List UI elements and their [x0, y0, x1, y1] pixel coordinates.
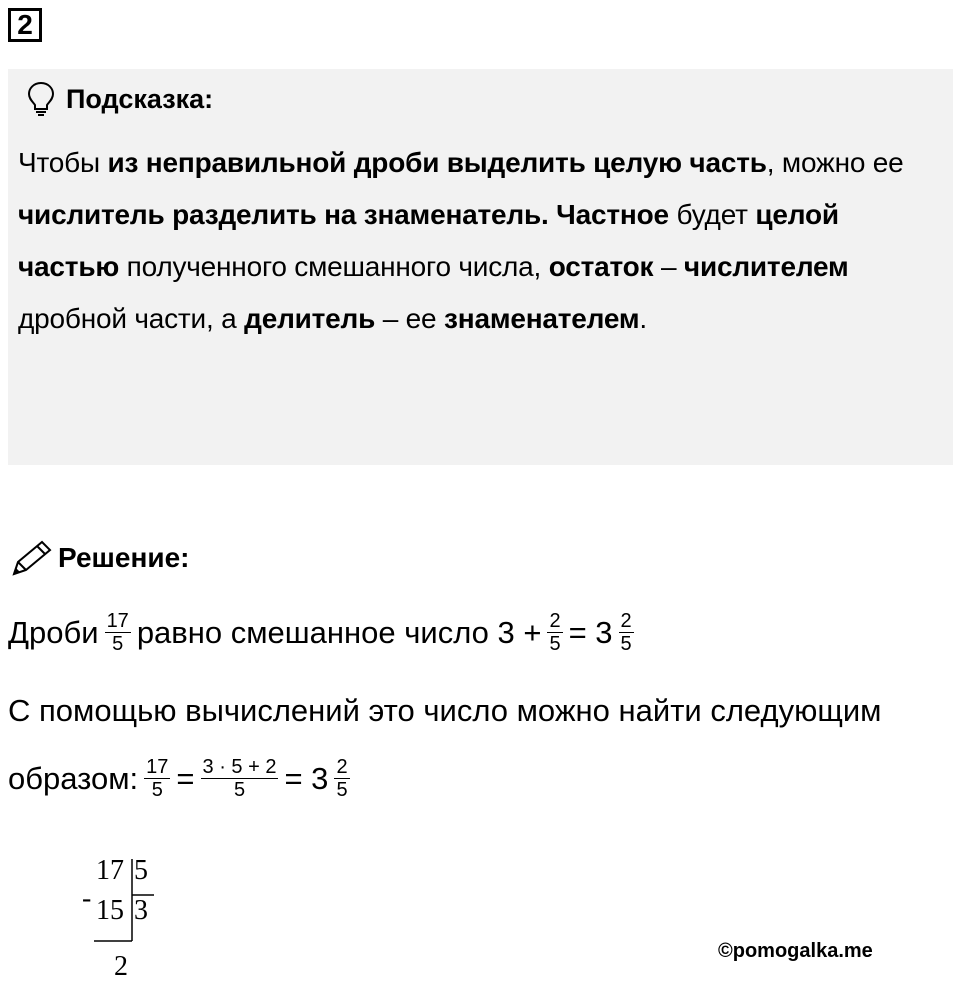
- hint-bold-run: из неправильной дроби выделить целую часть: [107, 147, 767, 178]
- solution-title: [8, 538, 189, 578]
- ld-minus: -: [82, 883, 92, 914]
- fraction-2-5: [547, 610, 562, 655]
- fraction-expression: [201, 756, 279, 801]
- hint-bold-run: остаток: [548, 251, 654, 282]
- denominator: 5: [336, 779, 348, 801]
- solution-title-text: Решение:: [58, 542, 190, 573]
- hint-run: дробной части, а: [18, 303, 245, 334]
- lightbulb-icon: [26, 81, 56, 117]
- solution-line-2: С помощью вычислений это число можно найти следующим: [8, 693, 882, 728]
- hint-bold-run: числителем: [683, 251, 849, 282]
- numerator: 3 · 5 + 2: [202, 756, 277, 778]
- line3-eq2: = 3: [284, 760, 329, 796]
- hint-run: будет: [668, 199, 756, 230]
- denominator: 5: [233, 779, 246, 801]
- fraction-17-5: [105, 610, 131, 655]
- hint-text: [18, 137, 938, 345]
- denominator: 5: [112, 633, 124, 655]
- denominator: 5: [151, 779, 163, 801]
- numerator: 2: [336, 756, 348, 778]
- hint-bold-run: числитель разделить на знаменатель. Частное: [18, 199, 669, 230]
- hint-run: .: [639, 303, 648, 334]
- line1-prefix: Дроби: [8, 614, 99, 650]
- ld-dividend: 17: [96, 855, 124, 886]
- hint-run: Чтобы: [18, 147, 108, 178]
- line3-eq1: =: [176, 760, 195, 796]
- ld-subtrahend: 15: [96, 895, 124, 926]
- long-division: [80, 855, 170, 985]
- numerator: 2: [549, 610, 561, 632]
- line1-eq: = 3: [568, 614, 613, 650]
- hint-run: , можно ее: [766, 147, 904, 178]
- task-number: 2: [8, 8, 42, 42]
- numerator: 17: [106, 610, 129, 632]
- numerator: 17: [146, 756, 169, 778]
- line3-prefix: образом:: [8, 760, 139, 796]
- fraction-17-5: [144, 756, 170, 801]
- hint-title-text: Подсказка:: [66, 83, 214, 114]
- line1-middle: равно смешанное число 3 +: [136, 614, 542, 650]
- long-division-lines: [80, 855, 170, 985]
- hint-title: [26, 81, 213, 117]
- ld-remainder: 2: [114, 951, 128, 982]
- denominator: 5: [620, 633, 632, 655]
- hint-run: – ее: [375, 303, 445, 334]
- ld-quotient: 3: [134, 895, 148, 926]
- fraction-2-5: [334, 756, 349, 801]
- hint-bold-run: делитель: [244, 303, 376, 334]
- fraction-2-5: [619, 610, 634, 655]
- hint-run: –: [653, 251, 684, 282]
- hint-box: [8, 69, 953, 465]
- solution-line-1: [8, 610, 640, 655]
- denominator: 5: [549, 633, 561, 655]
- hint-run: полученного смешанного числа,: [119, 251, 549, 282]
- ld-divisor: 5: [134, 855, 148, 886]
- watermark: ©pomogalka.me: [718, 940, 873, 962]
- pencil-icon: [8, 538, 52, 578]
- hint-bold-run: знаменателем: [444, 303, 640, 334]
- hint-bold-run: целой частью: [18, 199, 839, 282]
- solution-line-3: [8, 756, 356, 801]
- numerator: 2: [620, 610, 632, 632]
